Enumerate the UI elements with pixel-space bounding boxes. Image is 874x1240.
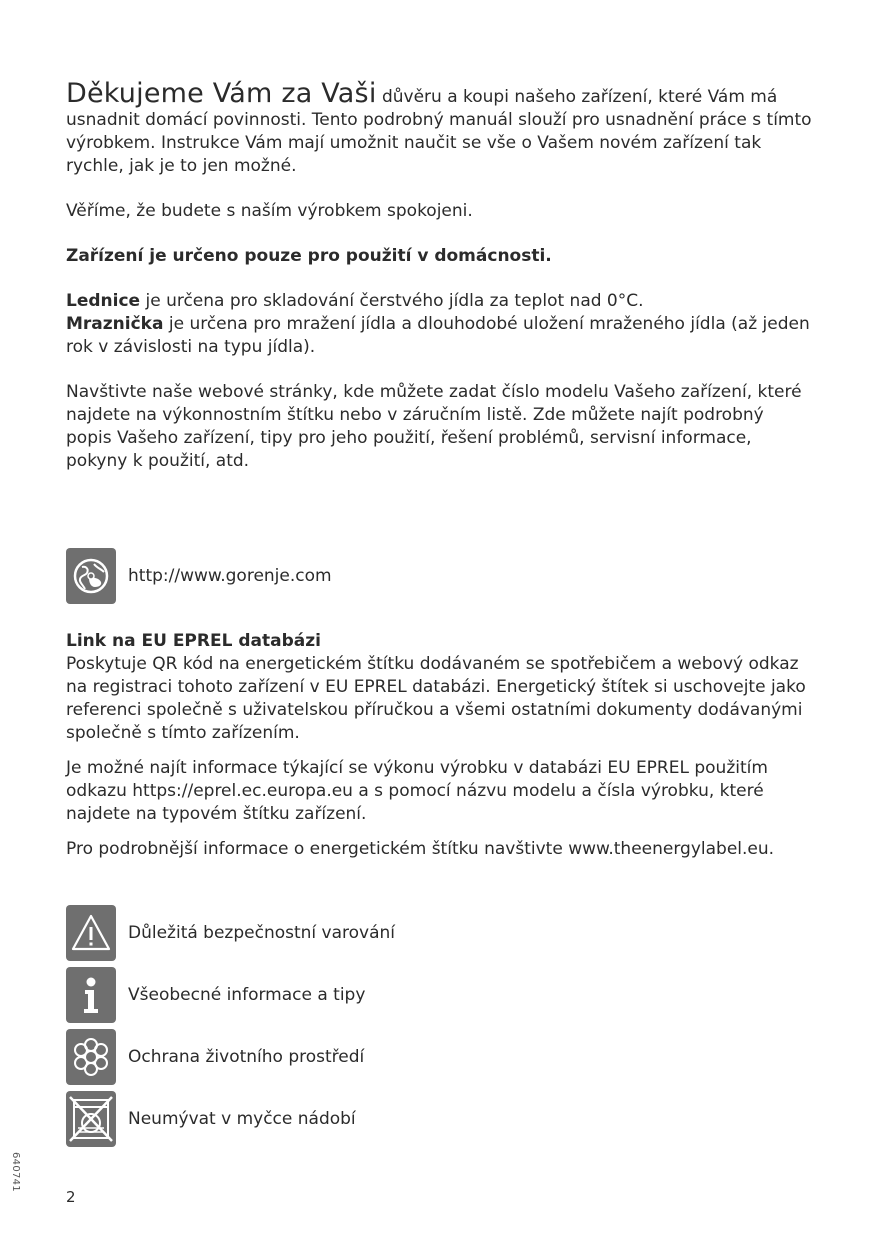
website-link[interactable]: http://www.gorenje.com bbox=[128, 566, 332, 586]
fridge-label: Lednice bbox=[66, 291, 141, 311]
intro-text: důvěru a koupi našeho zařízení, které Vám má usnadnit domácí povinnosti. Tento podrobný manuál slouží pro usnadnění práce s tímto výrobkem. Instrukce Vám mají umožnit naučit se vše o Vašem novém zařízení tak rychle, jak je to jen možné. bbox=[66, 87, 812, 176]
no-dishwasher-icon bbox=[66, 1091, 116, 1147]
page-number: 2 bbox=[66, 1188, 76, 1206]
eprel-paragraph-1: Poskytuje QR kód na energetickém štítku dodávaném se spotřebičem a webový odkaz na registraci tohoto zařízení v EU EPREL databázi. Energetický štítek si uschovejte jako referenci společně s uživatelskou příručkou a všemi ostatními dokumenty dodávanými společně s tímto zařízením. bbox=[66, 654, 806, 743]
intro-paragraph bbox=[66, 78, 814, 178]
fridge-text: je určena pro skladování čerstvého jídla za teplot nad 0°C. bbox=[145, 291, 644, 311]
legend-item-warning bbox=[66, 905, 814, 961]
eprel-title: Link na EU EPREL databázi bbox=[66, 631, 321, 651]
eprel-paragraph-2: Je možné najít informace týkající se výkonu výrobku v databázi EU EPREL použitím odkazu https://eprel.ec.europa.eu a s pomocí názvu modelu a čísla výrobku, které najdete na typovém štítku zařízení. bbox=[66, 758, 768, 824]
page-content bbox=[66, 78, 814, 1147]
freezer-text: je určena pro mražení jídla a dlouhodobé uložení mraženého jídla (až jeden rok v závislosti na typu jídla). bbox=[66, 314, 810, 357]
website-paragraph: Navštivte naše webové stránky, kde můžete zadat číslo modelu Vašeho zařízení, které najdete na výkonnostním štítku nebo v záručním listě. Zde můžete najít podrobný popis Vašeho zařízení, tipy pro jeho použití, řešení problémů, servisní informace, pokyny k použití, atd. bbox=[66, 382, 802, 471]
warning-icon bbox=[66, 905, 116, 961]
eprel-paragraph-3: Pro podrobnější informace o energetickém štítku navštivte www.theenergylabel.eu. bbox=[66, 839, 775, 859]
freezer-label: Mraznička bbox=[66, 314, 164, 334]
symbol-legend bbox=[66, 905, 814, 1147]
legend-item-no-dishwasher bbox=[66, 1091, 814, 1147]
legend-label-warning: Důležitá bezpečnostní varování bbox=[128, 922, 396, 943]
info-icon bbox=[66, 967, 116, 1023]
legend-label-info: Všeobecné informace a tipy bbox=[128, 984, 366, 1005]
household-only-notice: Zařízení je určeno pouze pro použití v domácnosti. bbox=[66, 246, 552, 266]
legend-item-environment bbox=[66, 1029, 814, 1085]
legend-label-environment: Ochrana životního prostředí bbox=[128, 1046, 365, 1067]
environment-flower-icon bbox=[66, 1029, 116, 1085]
globe-icon bbox=[66, 548, 116, 604]
legend-item-info bbox=[66, 967, 814, 1023]
fridge-description bbox=[66, 290, 814, 313]
website-row bbox=[66, 548, 814, 604]
document-code: 640741 bbox=[10, 1152, 21, 1192]
freezer-description bbox=[66, 313, 814, 359]
legend-label-no-dishwasher: Neumývat v myčce nádobí bbox=[128, 1108, 356, 1129]
intro-heading: Děkujeme Vám za Vaši bbox=[66, 78, 377, 109]
satisfaction-text: Věříme, že budete s naším výrobkem spokojeni. bbox=[66, 201, 473, 221]
